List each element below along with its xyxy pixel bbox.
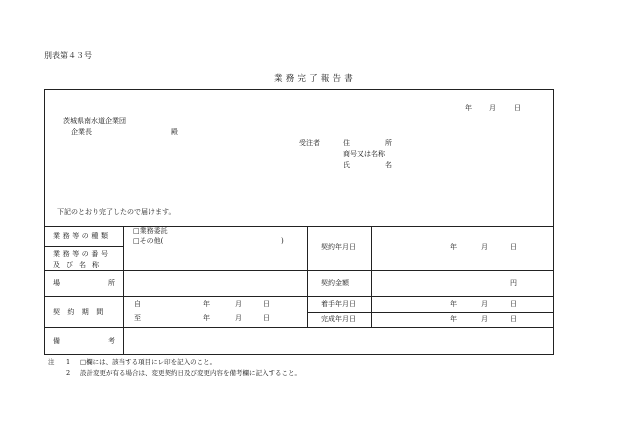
grid-line — [45, 246, 123, 247]
note-1-text: □欄には、該当する項目にレ印を記入のこと。 — [80, 358, 217, 366]
period-label: 契約期間 — [53, 308, 111, 316]
period-to-day: 日 — [263, 314, 270, 322]
grid-line — [45, 226, 553, 227]
remarks-label: 備 考 — [53, 337, 115, 345]
address-label: 住 所 — [343, 139, 392, 147]
form-number: 別表第４３号 — [44, 51, 92, 60]
completion-date-month: 月 — [481, 315, 488, 323]
start-date-month: 月 — [481, 300, 488, 308]
header-date-month: 月 — [489, 104, 496, 112]
note-1-number: 1 — [66, 358, 71, 366]
intro-text: 下記のとおり完了したので届けます。 — [57, 208, 176, 216]
start-date-day: 日 — [510, 300, 517, 308]
type-option-other: □その他( — [133, 237, 164, 245]
completion-date-day: 日 — [510, 315, 517, 323]
grid-line — [307, 226, 308, 327]
period-from-day: 日 — [263, 300, 270, 308]
recipient-title: 企業長 — [71, 128, 92, 136]
note-2-text: 設計変更が有る場合は、変更契約日及び変更内容を備考欄に記入すること。 — [80, 369, 301, 377]
contract-date-month: 月 — [481, 243, 488, 251]
completion-date-year: 年 — [450, 315, 457, 323]
completion-date-label: 完成年月日 — [321, 315, 356, 323]
place-label: 場 所 — [53, 279, 115, 287]
start-date-label: 着手年月日 — [321, 300, 356, 308]
contract-amount-label: 契約金額 — [321, 279, 349, 287]
contract-date-year: 年 — [450, 243, 457, 251]
header-date-day: 日 — [514, 104, 521, 112]
start-date-year: 年 — [450, 300, 457, 308]
contract-date-day: 日 — [510, 243, 517, 251]
grid-line — [45, 270, 553, 271]
grid-line — [307, 312, 553, 313]
period-from-year: 年 — [203, 300, 210, 308]
number-label-line1: 業務等の番号 — [53, 250, 111, 258]
contract-date-label: 契約年月日 — [321, 243, 356, 251]
recipient-org: 茨城県南水道企業団 — [63, 117, 126, 125]
period-from: 自 — [134, 300, 141, 308]
grid-line — [45, 327, 553, 328]
grid-line — [45, 296, 553, 297]
honorific: 殿 — [171, 128, 178, 136]
grid-line — [123, 226, 124, 355]
type-option-outsourcing: □業務委託 — [133, 227, 168, 235]
notes-prefix: 注 — [48, 358, 55, 366]
person-name-label: 氏 名 — [343, 161, 392, 169]
note-2-number: 2 — [66, 369, 71, 377]
report-form-frame — [44, 89, 554, 355]
period-to-year: 年 — [203, 314, 210, 322]
type-label: 業務等の種類 — [53, 232, 111, 240]
period-to: 至 — [134, 314, 141, 322]
company-name-label: 商号又は名称 — [343, 150, 385, 158]
grid-line — [371, 226, 372, 327]
submitter-label: 受注者 — [299, 139, 320, 147]
number-label-line2: 及び名称 — [53, 261, 105, 269]
document-title: 業務完了報告書 — [274, 74, 356, 84]
type-option-other-close: ) — [281, 237, 284, 245]
header-date-year: 年 — [465, 104, 472, 112]
period-from-month: 月 — [235, 300, 242, 308]
period-to-month: 月 — [235, 314, 242, 322]
currency-unit: 円 — [510, 279, 517, 287]
